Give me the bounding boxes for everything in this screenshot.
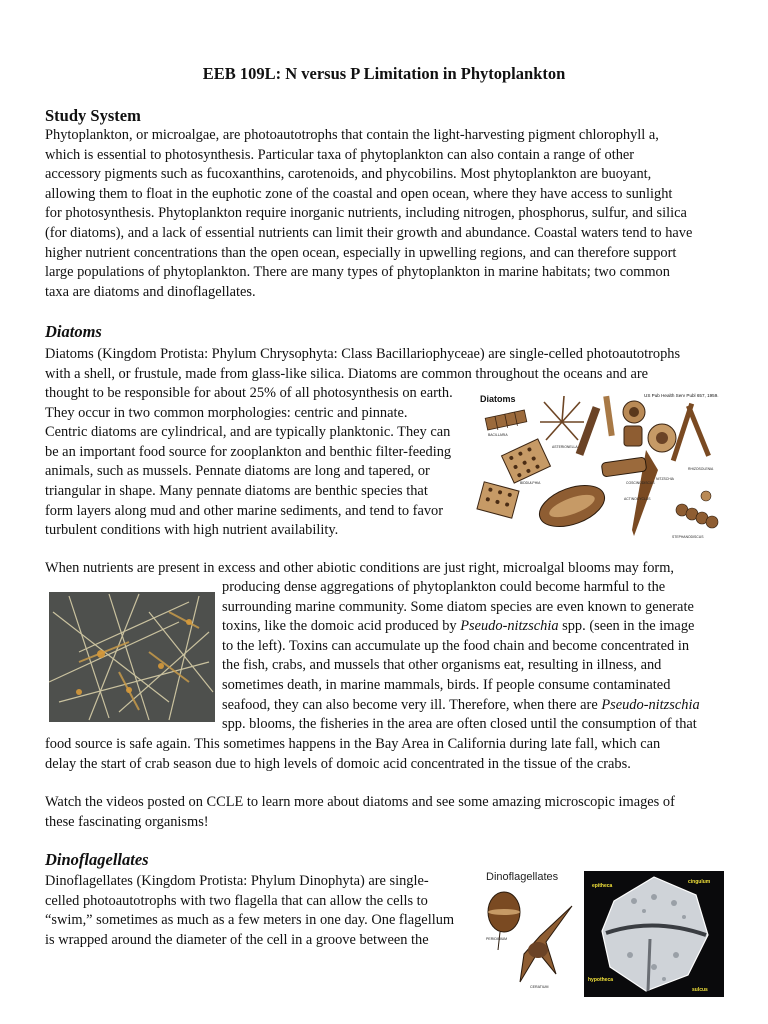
diatoms-wrapped-line: be an important food source for zooplankton and benthic filter-feeding (45, 443, 452, 460)
diatoms-paragraph-wrapped (45, 384, 453, 541)
watch-videos-line: these fascinating organisms! (45, 813, 209, 830)
text-run: sometimes death, in marine mammals, birds. If people consume contaminated (222, 676, 671, 693)
study-system-line: large populations of phytoplankton. There are many types of phytoplankton in marine habitats; two common (45, 264, 670, 281)
bloom-line: delay the start of crab season due to high levels of domoic acid concentrated in the tissue of the crabs. (45, 755, 631, 772)
sublabel-peridinium: PERIDINIUM (486, 937, 508, 941)
watch-videos-line: Watch the videos posted on CCLE to learn more about diatoms and see some amazing microscopic images of (45, 794, 675, 810)
callout-rhizosolenia: RHIZOSOLENIA (688, 467, 714, 471)
diatoms-wrapped-line: turbulent conditions with high nutrient availability. (45, 522, 339, 539)
dinoflagellates-line: celled photoautotrophs with two flagella that can allow the cells to (45, 892, 428, 909)
study-system-heading: Study System (45, 106, 141, 125)
bloom-paragraph-first-line (45, 559, 674, 579)
diatoms-illustration (476, 388, 720, 540)
diatoms-wrapped-line: form layers along mud and other marine sediments, and tend to favor (45, 502, 444, 519)
study-system-line: for photosynthesis. Phytoplankton require inorganic nutrients, including nitrogen, phosphorus, sulfur, and silica (45, 205, 687, 222)
diatoms-wrapped-line: They occur in two common morphologies: centric and pinnate. (45, 404, 408, 421)
callout-epitheca: epitheca (592, 883, 613, 889)
text-run: surrounding marine community. Some diatom species are even known to generate (222, 598, 694, 615)
callout-actinocyclus: ACTINOCYCLUS (624, 497, 651, 501)
dinoflagellates-illustration-figure (480, 866, 580, 990)
bloom-wrapped-line (222, 676, 700, 696)
text-run: producing dense aggregations of phytoplankton could become harmful to the (222, 579, 666, 595)
study-system-line: taxa are diatoms and dinoflagellates. (45, 283, 256, 300)
dinoflagellates-line: Dinoflagellates (Kingdom Protista: Phylum Dinophyta) are single- (45, 873, 429, 889)
callout-asterionella: ASTERIONELLA (552, 445, 578, 449)
species-name: Pseudo-nitzschia (460, 618, 559, 635)
diatoms-heading: Diatoms (45, 322, 102, 341)
diatoms-paragraph-top (45, 345, 680, 384)
diatoms-line: with a shell, or frustule, made from glass-like silica. Diatoms are common throughout the oceans and are (45, 365, 649, 382)
study-system-line: higher nutrient concentrations than the open ocean, especially in upwelling regions, and can therefore support (45, 244, 677, 261)
bloom-line: food source is safe again. This sometimes happens in the Bay Area in California during late fall, which can (45, 736, 661, 752)
text-run: to the left). Toxins can accumulate up the food chain and become concentrated in (222, 637, 690, 654)
dinoflagellates-heading: Dinoflagellates (45, 850, 149, 869)
text-run: spp. (seen in the image (558, 618, 695, 635)
study-system-line: which is essential to photosynthesis. Particular taxa of phytoplankton can also contain a range of other (45, 146, 635, 163)
dinoflagellates-paragraph (45, 872, 454, 950)
diatoms-line: Diatoms (Kingdom Protista: Phylum Chrysophyta: Class Bacillariophyceae) are single-celled photoautotrophs (45, 346, 681, 362)
dinoflagellates-drawing (480, 866, 580, 990)
diatoms-wrapped-line: triangular in shape. Many pennate diatoms are benthic species that (45, 482, 428, 499)
text-run: toxins, like the domoic acid produced by (222, 618, 461, 635)
callout-stephanodiscus: STEPHANODISCUS (672, 535, 704, 539)
dinoflagellates-line: is wrapped around the diameter of the cell in a groove between the (45, 931, 429, 948)
study-system-line: accessory pigments such as fucoxanthins, carotenoids, and phycobilins. Most phytoplankton are buoyant, (45, 166, 652, 183)
diatoms-wrapped-line: Centric diatoms are cylindrical, and are typically planktonic. They can (45, 424, 451, 441)
callout-sulcus: sulcus (692, 987, 708, 993)
species-name: Pseudo-nitzschia (601, 696, 700, 713)
watch-videos-paragraph (45, 793, 675, 832)
bloom-wrapped-line (222, 656, 700, 676)
bloom-wrapped-line (222, 715, 700, 735)
study-system-paragraph (45, 126, 692, 302)
callout-biddulphia: BIDDULPHIA (520, 481, 541, 485)
page-title: EEB 109L: N versus P Limitation in Phytoplankton (202, 64, 566, 83)
bloom-line: When nutrients are present in excess and other abiotic conditions are just right, microalgal blooms may form, (45, 560, 675, 576)
dinoflagellates-figure-label: Dinoflagellates (486, 871, 559, 883)
text-run: the fish, crabs, and mussels that other organisms eat, resulting in illness, and (222, 657, 662, 674)
bloom-wrapped-line (222, 617, 700, 637)
callout-hypotheca: hypotheca (588, 977, 614, 983)
dinoflagellate-sem-image (584, 871, 724, 997)
study-system-line: allowing them to float in the euphotic zone of the coastal and open ocean, where they have access to sunlight (45, 185, 673, 202)
diatoms-figure-label: Diatoms (480, 394, 516, 404)
study-system-line: Phytoplankton, or microalgae, are photoautotrophs that contain the light-harvesting pigment chlorophyll a, (45, 127, 659, 143)
callout-bacillaria: BACILLARIA (488, 433, 508, 437)
pseudo-nitzschia-micrograph (49, 592, 215, 722)
bloom-wrapped-line (222, 696, 700, 716)
study-system-line: (for diatoms), and a lack of essential nutrients can limit their growth and abundance. Coastal waters tend to have (45, 224, 693, 241)
diatoms-wrapped-line: animals, such as mussels. Pennate diatoms are long and tapered, or (45, 463, 430, 480)
text-run: spp. blooms, the fisheries in the area are often closed until the consumption of that (222, 716, 697, 733)
text-run: seafood, they can also become very ill. Therefore, when there are (222, 696, 602, 713)
pseudo-nitzschia-image (49, 592, 215, 722)
bloom-paragraph-bottom (45, 735, 660, 774)
bloom-wrapped-line (222, 598, 700, 618)
diatoms-figure (476, 388, 720, 540)
callout-cingulum: cingulum (688, 879, 711, 885)
callout-nitzschia: NITZSCHIA (656, 477, 674, 481)
callout-coscinodiscus: COSCINODISCUS (626, 481, 655, 485)
bloom-wrapped-line (222, 637, 700, 657)
sublabel-ceratium: CERATIUM (530, 985, 549, 989)
diatoms-wrapped-line: thought to be responsible for about 25% of all photosynthesis on earth. (45, 385, 453, 401)
bloom-wrapped-line (222, 578, 700, 598)
diatoms-figure-credit: US Pub Health Serv Publ 657, 1959. (644, 393, 719, 398)
dinoflagellates-line: “swim,” sometimes as much as a few meters in one day. One flagellum (45, 912, 455, 929)
bloom-paragraph-wrapped (222, 578, 700, 735)
dinoflagellate-sem-figure (584, 871, 724, 997)
